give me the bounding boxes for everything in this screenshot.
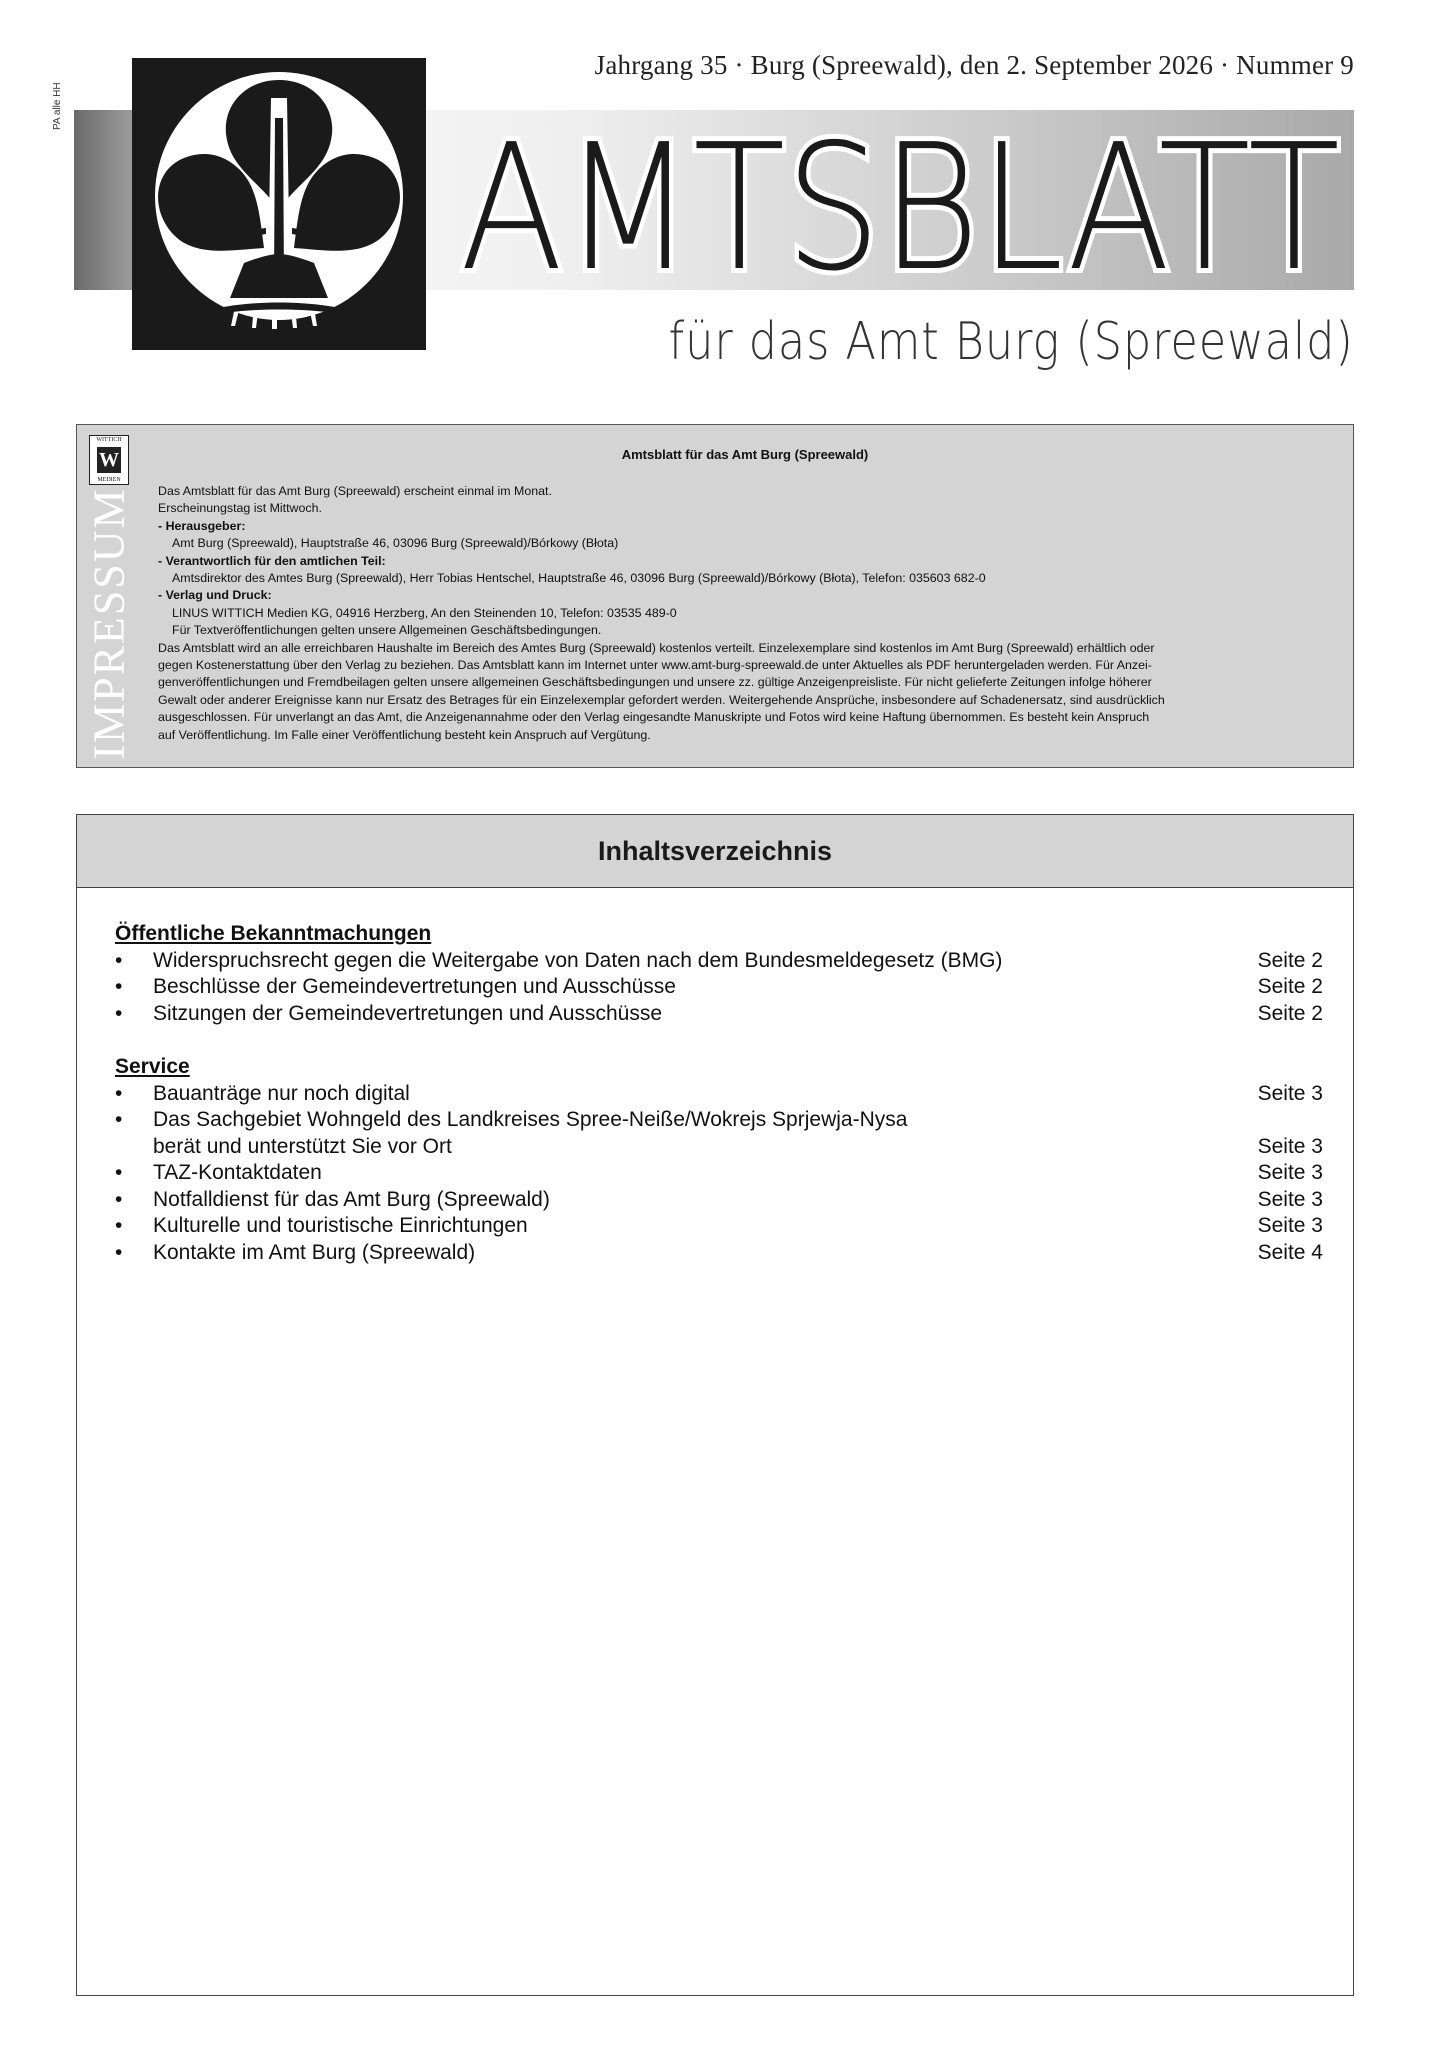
legal-line: Das Amtsblatt wird an alle erreichbaren Haushalte im Bereich des Amtes Burg (Spreewald) kostenlos verteilt. Einzelexemplare sind kostenlos im Amt Burg (Spreewald) erhältlich oder — [158, 640, 1155, 655]
toc-entry[interactable] — [115, 1213, 1323, 1240]
bullet-icon: • — [115, 1187, 123, 1211]
legal-line: gegen Kostenerstattung über den Verlag zu beziehen. Das Amtsblatt kann im Internet unter www.amt-burg-spreewald.de unter Aktuelles als PDF heruntergeladen werden. Für Anzei- — [158, 658, 1152, 673]
toc-entry[interactable] — [115, 1001, 1323, 1028]
bullet-icon: • — [115, 1108, 123, 1131]
herausgeber-value: Amt Burg (Spreewald), Hauptstraße 46, 03096 Burg (Spreewald)/Bórkowy (Błota) — [172, 536, 619, 551]
bullet-icon: • — [115, 975, 123, 998]
masthead-title-outline: AMTSBLATT — [460, 107, 1340, 286]
legal-line: auf Veröffentlichung. Im Falle einer Veröffentlichung besteht kein Anspruch auf Vergütung. — [158, 727, 651, 742]
toc-entry[interactable] — [115, 974, 1323, 1001]
publisher-logo-bottom: MEDIEN — [97, 477, 121, 483]
toc-entry-text: Das Sachgebiet Wohngeld des Landkreises Spree-Neiße/Wokrejs Sprjewja-Nysa — [153, 1108, 908, 1131]
publisher-logo-mark: W — [99, 449, 119, 471]
linden-leaf-emblem-icon — [132, 58, 426, 350]
impressum-line: Das Amtsblatt für das Amt Burg (Spreewald) erscheint einmal im Monat. — [158, 484, 552, 498]
toc-entry-text: TAZ-Kontaktdaten — [153, 1161, 322, 1184]
distribution-note: PA alle HH — [52, 82, 63, 130]
publisher-logo — [89, 435, 129, 485]
toc-entry[interactable] — [115, 1160, 1323, 1187]
verlag-note: Für Textveröffentlichungen gelten unsere Allgemeinen Geschäftsbedingungen. — [172, 623, 602, 638]
toc-entry-text: Widerspruchsrecht gegen die Weitergabe von Daten nach dem Bundesmeldegesetz (BMG) — [153, 948, 1003, 972]
toc-entry-page: Seite 2 — [1257, 975, 1323, 998]
toc-entry[interactable] — [115, 1081, 1323, 1108]
toc-entry-text: Bauanträge nur noch digital — [153, 1081, 410, 1105]
impressum-vertical-label — [81, 486, 137, 760]
impressum-body — [158, 483, 1341, 744]
toc-entry-text: Sitzungen der Gemeindevertretungen und Ausschüsse — [153, 1001, 662, 1025]
impressum-vertical-text: IMPRESSUM — [84, 486, 134, 760]
herausgeber-label: - Herausgeber: — [158, 518, 246, 533]
bullet-icon: • — [115, 1161, 123, 1184]
toc-entry-page: Seite 2 — [1257, 948, 1323, 972]
toc-entry-page: Seite 3 — [1257, 1214, 1323, 1237]
toc-entry-text: Notfalldienst für das Amt Burg (Spreewald) — [153, 1187, 550, 1211]
toc-entry-page: Seite 3 — [1257, 1187, 1323, 1211]
toc-entry-page: Seite 3 — [1257, 1134, 1323, 1158]
issue-line: Jahrgang 35 · Burg (Spreewald), den 2. September 2026 · Nummer 9 — [594, 50, 1354, 80]
masthead-subtitle: für das Amt Burg (Spreewald) — [668, 312, 1354, 372]
toc-entry-text: Kontakte im Amt Burg (Spreewald) — [153, 1240, 476, 1264]
toc-entry-page: Seite 2 — [1257, 1001, 1323, 1025]
bullet-icon: • — [115, 948, 123, 972]
bullet-icon: • — [115, 1240, 123, 1264]
toc-entry[interactable] — [115, 1187, 1323, 1214]
bullet-icon: • — [115, 1081, 123, 1105]
masthead-title — [450, 96, 1350, 286]
toc-body — [115, 921, 1323, 1266]
toc-entry[interactable] — [115, 1240, 1323, 1267]
toc-entry-page: Seite 3 — [1257, 1081, 1323, 1105]
verlag-label: - Verlag und Druck: — [158, 588, 272, 603]
masthead-title-text: AMTSBLATT — [460, 107, 1340, 286]
toc-section-title: Öffentliche Bekanntmachungen — [115, 922, 432, 945]
toc-entry-page: Seite 3 — [1257, 1161, 1323, 1184]
legal-line: Gewalt oder anderer Ereignisse kann nur Ersatz des Betrages für ein Einzelexemplar gefordert werden. Weitergehende Ansprüche, insbesondere auf Schadenersatz, sind ausdrücklich — [158, 692, 1165, 707]
toc-section-title: Service — [115, 1055, 190, 1078]
toc-entry-text: Beschlüsse der Gemeindevertretungen und Ausschüsse — [153, 975, 676, 998]
impressum-box — [76, 424, 1354, 768]
legal-line: ausgeschlossen. Für unverlangt an das Amt, die Anzeigenannahme oder den Verlag eingesandte Manuskripte und Fotos wird keine Haftung übernommen. Es besteht kein Anspruch — [158, 710, 1150, 725]
toc-entry-page: Seite 4 — [1257, 1240, 1323, 1264]
toc-entry-text: berät und unterstützt Sie vor Ort — [153, 1134, 452, 1158]
verlag-value: LINUS WITTICH Medien KG, 04916 Herzberg, An den Steinenden 10, Telefon: 03535 489-0 — [172, 605, 677, 620]
toc-entry[interactable] — [115, 1107, 1323, 1134]
legal-line: genveröffentlichungen und Fremdbeilagen gelten unsere allgemeinen Geschäftsbedingungen und unsere zz. gültige Anzeigenpreisliste. Für nicht gelieferte Zeitungen infolge höherer — [158, 675, 1152, 690]
impressum-title: Amtsblatt für das Amt Burg (Spreewald) — [621, 447, 869, 462]
toc-entry-text: Kulturelle und touristische Einrichtungen — [153, 1214, 528, 1237]
toc-entry-continuation[interactable] — [115, 1134, 1323, 1161]
bullet-icon: • — [115, 1001, 123, 1025]
verantwortlich-value: Amtsdirektor des Amtes Burg (Spreewald), Herr Tobias Hentschel, Hauptstraße 46, 03096 Burg (Spreewald)/Bórkowy (Błota), Telefon: 035603 682-0 — [172, 571, 986, 586]
toc-entry[interactable] — [115, 948, 1323, 975]
toc-title: Inhaltsverzeichnis — [77, 815, 1353, 888]
table-of-contents — [76, 814, 1354, 1996]
impressum-line: Erscheinungstag ist Mittwoch. — [158, 501, 322, 516]
publisher-logo-top: WITTICH — [96, 437, 122, 443]
verantwortlich-label: - Verantwortlich für den amtlichen Teil: — [158, 553, 386, 568]
bullet-icon: • — [115, 1214, 123, 1237]
